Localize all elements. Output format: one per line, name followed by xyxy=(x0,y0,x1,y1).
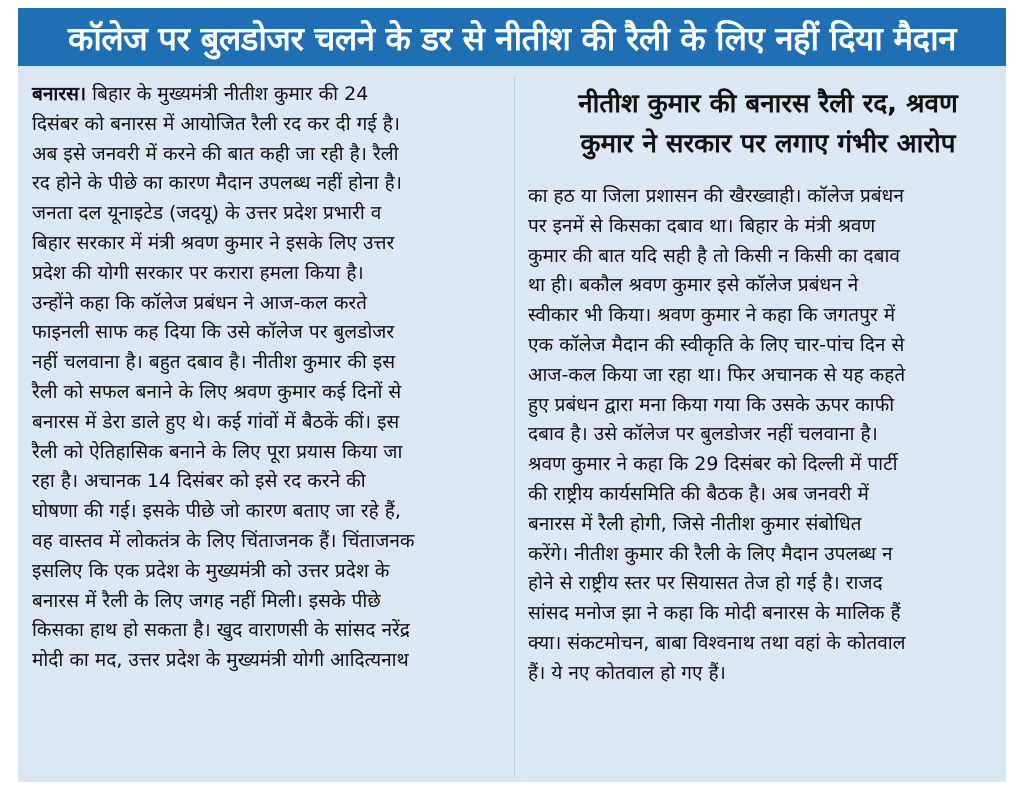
article-line: होने से राष्ट्रीय स्तर पर सियासत तेज हो गई है। राजद xyxy=(528,572,883,595)
article-line: की राष्ट्रीय कार्यसमिति की बैठक है। अब जनवरी में xyxy=(528,482,869,505)
article-line: बनारस में रैली के लिए जगह नहीं मिली। इसके पीछे xyxy=(32,589,381,612)
article-line: आज-कल किया जा रहा था। फिर अचानक से यह कहते xyxy=(528,363,906,386)
article-line: एक कॉलेज मैदान की स्वीकृति के लिए चार-पांच दिन से xyxy=(528,333,905,356)
article-line: करेंगे। नीतीश कुमार की रैली के लिए मैदान उपलब्ध न xyxy=(528,542,893,565)
article-line: बनारस में रैली होगी, जिसे नीतीश कुमार संबोधित xyxy=(528,512,862,535)
article-line: घोषणा की गई। इसके पीछे जो कारण बताए जा रहे हैं, xyxy=(32,500,401,523)
subheadline-line: नीतीश कुमार की बनारस रैली रद, श्रवण xyxy=(578,89,958,119)
article-body xyxy=(18,66,1006,782)
subheadline xyxy=(538,84,998,164)
article-line: वह वास्तव में लोकतंत्र के लिए चिंताजनक हैं। चिंताजनक xyxy=(32,529,415,552)
article-line: दबाव है। उसे कॉलेज पर बुलडोजर नहीं चलवाना है। xyxy=(528,423,878,446)
article-line: मोदी का मद, उत्तर प्रदेश के मुख्यमंत्री योगी आदित्यनाथ xyxy=(32,649,409,672)
article-line: श्रवण कुमार ने कहा कि 29 दिसंबर को दिल्ली में पार्टी xyxy=(528,453,898,476)
article-line: बनारस में डेरा डाले हुए थे। कई गांवों में बैठकें कीं। इस xyxy=(32,410,400,433)
article-line: क्या। संकटमोचन, बाबा विश्वनाथ तथा वहां के कोतवाल xyxy=(528,631,906,654)
article-line: रैली को सफल बनाने के लिए श्रवण कुमार कई दिनों से xyxy=(32,380,402,403)
article-line: रैली को ऐतिहासिक बनाने के लिए पूरा प्रयास किया जा xyxy=(32,440,403,463)
article-line: नहीं चलवाना है। बहुत दबाव है। नीतीश कुमार की इस xyxy=(32,351,396,374)
article-line: उन्होंने कहा कि कॉलेज प्रबंधन ने आज-कल करते xyxy=(32,291,368,314)
article-line: फाइनली साफ कह दिया कि उसे कॉलेज पर बुलडोजर xyxy=(32,321,395,344)
subheadline-line: कुमार ने सरकार पर लगाए गंभीर आरोप xyxy=(580,129,956,159)
article-line xyxy=(32,80,502,110)
article-line: स्वीकार भी किया। श्रवण कुमार ने कहा कि जगतपुर में xyxy=(528,304,896,327)
dateline: बनारस। xyxy=(32,83,87,105)
article-line: प्रदेश की योगी सरकार पर करारा हमला किया है। xyxy=(32,261,364,284)
headline: कॉलेज पर बुलडोजर चलने के डर से नीतीश की रैली के लिए नहीं दिया मैदान xyxy=(18,8,1006,66)
column-divider xyxy=(514,76,515,776)
article-line: हैं। ये नए कोतवाल हो गए हैं। xyxy=(528,661,726,684)
article-line: अब इसे जनवरी में करने की बात कही जा रही है। रैली xyxy=(32,142,399,165)
article-line: था ही। बकौल श्रवण कुमार इसे कॉलेज प्रबंधन ने xyxy=(528,274,859,297)
article-line: इसलिए कि एक प्रदेश के मुख्यमंत्री को उत्तर प्रदेश के xyxy=(32,559,390,582)
line-text: बिहार के मुख्यमंत्री नीतीश कुमार की 24 xyxy=(86,83,369,105)
article-line: पर इनमें से किसका दबाव था। बिहार के मंत्री श्रवण xyxy=(528,214,876,237)
article-line: कुमार की बात यदि सही है तो किसी न किसी का दबाव xyxy=(528,244,900,267)
article-line: रहा है। अचानक 14 दिसंबर को इसे रद करने की xyxy=(32,470,366,493)
article-line: सांसद मनोज झा ने कहा कि मोदी बनारस के मालिक हैं xyxy=(528,602,901,625)
article-line: जनता दल यूनाइटेड (जदयू) के उत्तर प्रदेश प्रभारी व xyxy=(32,202,382,225)
article-line: किसका हाथ हो सकता है। खुद वाराणसी के सांसद नरेंद्र xyxy=(32,619,410,642)
article-line: हुए प्रबंधन द्वारा मना किया गया कि उसके ऊपर काफी xyxy=(528,393,895,416)
article-line: रद होने के पीछे का कारण मैदान उपलब्ध नहीं होना है। xyxy=(32,172,402,195)
article-line: बिहार सरकार में मंत्री श्रवण कुमार ने इसके लिए उत्तर xyxy=(32,231,395,254)
left-column xyxy=(32,80,502,676)
article-line: दिसंबर को बनारस में आयोजित रैली रद कर दी गई है। xyxy=(32,112,401,135)
article-line: का हठ या जिला प्रशासन की खैरख्वाही। कॉलेज प्रबंधन xyxy=(528,185,904,207)
right-column xyxy=(528,182,998,689)
